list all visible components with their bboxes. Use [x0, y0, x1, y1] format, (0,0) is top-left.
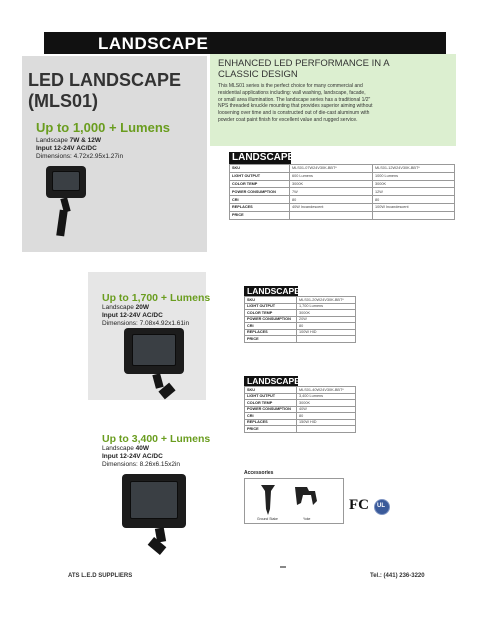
table-cell: SKU [245, 297, 297, 304]
table-cell: 80 [297, 413, 356, 420]
table-cell: SKU [230, 165, 290, 173]
table-cell: COLOR TEMP [245, 400, 297, 407]
table-cell: REPLACES [245, 419, 297, 426]
table-cell: 150W HID [297, 419, 356, 426]
variant-2-input: Input 12-24V AC/DC [102, 312, 163, 319]
table-cell: POWER CONSUMPTION [245, 406, 297, 413]
table-cell: 3000K [297, 310, 356, 317]
table-cell: LIGHT OUTPUT [245, 393, 297, 400]
table-cell: CRI [245, 323, 297, 330]
banner-title: LANDSCAPE [98, 34, 209, 53]
table-cell: 7W [290, 188, 373, 196]
accessory-label-yoke: Yoke [303, 517, 311, 521]
ul-logo-text: UL [377, 503, 385, 509]
footer-phone: Tel.: (441) 236-3220 [370, 573, 425, 579]
table-cell: 20W [297, 316, 356, 323]
intro-body-line: loosening over time and is constructed out of die-cast aluminum with [218, 110, 370, 117]
table-cell: REPLACES [230, 203, 290, 211]
table-cell: 600 Lumens [290, 172, 373, 180]
table-cell [297, 336, 356, 343]
variant-1-lumens: Up to 1,000 + Lumens [36, 120, 171, 135]
table-cell: PRICE [245, 426, 297, 433]
table-cell [373, 211, 455, 219]
table-cell [290, 211, 373, 219]
intro-body-line: residential applications including: wall washing, landscape, facade, [218, 89, 366, 96]
table-cell: 1000 Lumens [373, 172, 455, 180]
table-row [230, 196, 455, 204]
intro-heading-line: CLASSIC DESIGN [218, 69, 298, 80]
variant-1-watts-value: 7W & 12W [69, 137, 102, 144]
product-title: LED LANDSCAPE [28, 70, 182, 90]
table-cell: 3000K [297, 400, 356, 407]
variant-2-dimensions: Dimensions: 7.08x4.92x1.61in [102, 320, 190, 327]
footer-company: ATS L.E.D SUPPLIERS [68, 573, 133, 579]
intro-heading-line: ENHANCED LED PERFORMANCE IN A [218, 58, 390, 69]
table-cell: 1,700 Lumens [297, 303, 356, 310]
table-row [230, 188, 455, 196]
variant-1-watts [36, 137, 101, 145]
table-row [230, 165, 455, 173]
intro-body-line: powder coat paint finish for excellent value and rugged service. [218, 116, 358, 123]
accessories-title: Accessories [244, 470, 274, 476]
table-cell: 3000K [373, 180, 455, 188]
section-banner [44, 32, 446, 54]
table-cell: REPLACES [245, 329, 297, 336]
table-cell: POWER CONSUMPTION [245, 316, 297, 323]
table-cell: 80 [297, 323, 356, 330]
variant-2-table-title: LANDSCAPE [244, 286, 298, 296]
variant-2-watts [102, 304, 149, 312]
table-cell: PRICE [245, 336, 297, 343]
table-cell: 3000K [290, 180, 373, 188]
table-cell: 80 [373, 196, 455, 204]
table-cell: 80 [290, 196, 373, 204]
variant-3-watts [102, 445, 149, 453]
table-cell: MLS01-12W24V30K-BBT* [373, 165, 455, 173]
intro-heading [218, 58, 418, 80]
table-cell: LIGHT OUTPUT [245, 303, 297, 310]
table-cell: MLS01-20W24V30K-BBT* [297, 297, 356, 304]
table-cell: CRI [245, 413, 297, 420]
table-cell: POWER CONSUMPTION [230, 188, 290, 196]
table-row [230, 203, 455, 211]
variant-1-input: Input 12-24V AC/DC [36, 145, 97, 152]
table-row [245, 336, 356, 343]
accessories-panel [244, 478, 344, 524]
ul-certification-icon [374, 499, 390, 515]
variant-1-dimensions: Dimensions: 4.72x2.95x1.27in [36, 153, 124, 160]
intro-body [218, 83, 448, 124]
table-row [230, 180, 455, 188]
variant-3-spec-table [244, 386, 356, 433]
table-cell: 3,400 Lumens [297, 393, 356, 400]
table-row [230, 211, 455, 219]
variant-3-watts-value: 40W [135, 445, 149, 452]
table-cell: 40W [297, 406, 356, 413]
variant-3-landscape-label: Landscape [102, 445, 134, 452]
table-cell: CRI [230, 196, 290, 204]
yoke-icon [295, 487, 317, 505]
table-cell: 12W [373, 188, 455, 196]
table-cell: COLOR TEMP [230, 180, 290, 188]
table-cell: 100W HID [297, 329, 356, 336]
table-cell: PRICE [230, 211, 290, 219]
table-cell: MLS01-40W24V30K-BBT* [297, 387, 356, 394]
variant-1-landscape-label: Landscape [36, 137, 68, 144]
table-cell: MLS01-07W24V30K-BBT* [290, 165, 373, 173]
table-cell: LIGHT OUTPUT [230, 172, 290, 180]
variant-3-lumens: Up to 3,400 + Lumens [102, 433, 211, 445]
intro-body-line: This MLS01 series is the perfect choice for many commercial and [218, 83, 363, 89]
fc-certification-icon: FC [349, 497, 369, 513]
variant-2-landscape-label: Landscape [102, 304, 134, 311]
accessory-label-ground-stake: Ground Stake [257, 517, 278, 521]
table-cell [297, 426, 356, 433]
table-cell: COLOR TEMP [245, 310, 297, 317]
table-cell: 40W Incandescent [290, 203, 373, 211]
variant-3-table-title: LANDSCAPE [244, 376, 298, 386]
variant-3-dimensions: Dimensions: 8.26x6.15x2in [102, 461, 181, 468]
table-cell: SKU [245, 387, 297, 394]
intro-body-line: NPS threaded knuckle mounting that provides superior aiming without [218, 103, 373, 110]
page-marker [280, 566, 286, 568]
table-row [230, 172, 455, 180]
variant-1-spec-table [229, 164, 455, 220]
variant-2-spec-table [244, 296, 356, 343]
variant-1-table-title: LANDSCAPE [229, 152, 291, 164]
variant-2-lumens: Up to 1,700 + Lumens [102, 292, 211, 304]
table-row [245, 426, 356, 433]
variant-3-input: Input 12-24V AC/DC [102, 453, 163, 460]
intro-body-line: or small area illumination. The landscape series has a traditional 1/2" [218, 96, 371, 103]
table-cell: 100W Incandescent [373, 203, 455, 211]
product-model: (MLS01) [28, 91, 99, 111]
variant-2-watts-value: 20W [135, 304, 149, 311]
